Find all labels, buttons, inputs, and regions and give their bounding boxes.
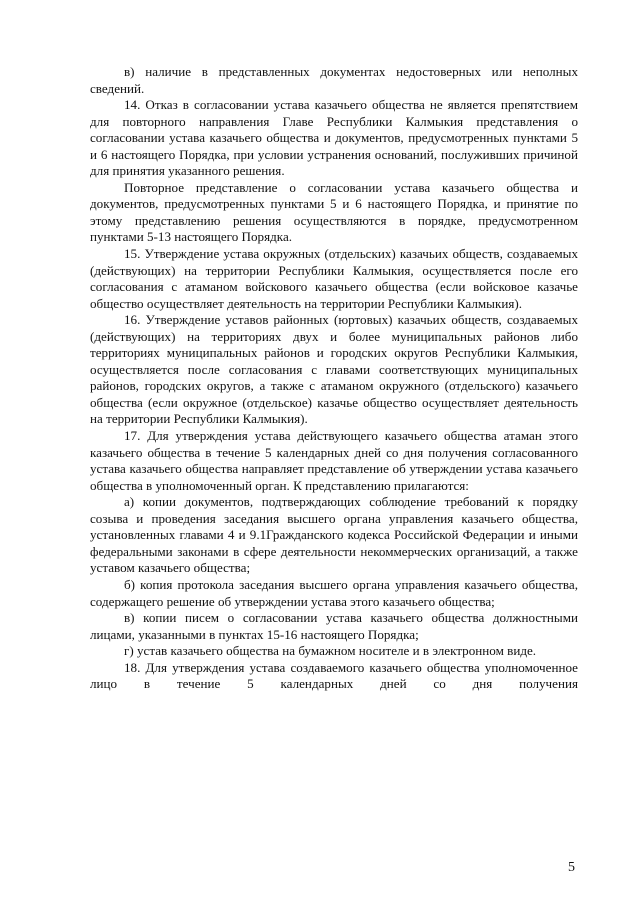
paragraph-18: 18. Для утверждения устава создаваемого казачьего общества уполномоченное лицо в течение 5 календарных дней со дня получения — [90, 659, 578, 692]
paragraph-17v: в) копии писем о согласовании устава казачьего общества должностными лицами, указанными в пунктах 15-16 настоящего Порядка; — [90, 610, 578, 642]
paragraph-17b: б) копия протокола заседания высшего органа управления казачьего общества, содержащего решение об утверждении устава этого казачьего общества; — [90, 576, 578, 609]
paragraph-16: 16. Утверждение уставов районных (юртовых) казачьих обществ, создаваемых (действующих) на территориях двух и более муниципальных районов либо территориях муниципальных районов и городских округов Республики Калмыкия, осуществляется после согласования с главами соответствующих муниципальных районов, городских округов, а также с атаманом окружного (отдельского) казачьего общества (если окружное (отдельское) казачье общество осуществляет деятельность на территории Республики Калмыкия). — [90, 312, 578, 427]
paragraph-14: 14. Отказ в согласовании устава казачьего общества не является препятствием для повторного направления Главе Республики Калмыкия представления о согласовании устава казачьего общества и документов, предусмотренных пунктами 5 и 6 настоящего Порядка, при условии устранения оснований, послуживших причиной для принятия указанного решения. — [90, 97, 578, 179]
paragraph-17a: а) копии документов, подтверждающих соблюдение требований к порядку созыва и проведения заседания высшего органа управления казачьего общества, установленных главами 4 и 9.1Гражданского кодекса Российской Федерации и иными федеральными законами в сфере деятельности некоммерческих организаций, а также уставом казачьего общества; — [90, 494, 578, 576]
page-number: 5 — [568, 860, 575, 875]
paragraph-13v: в) наличие в представленных документах недостоверных или неполных сведений. — [90, 64, 578, 96]
paragraph-14-repeat: Повторное представление о согласовании устава казачьего общества и документов, предусмотренных пунктами 5 и 6 настоящего Порядка, и принятие по этому представлению решения осуществляются в порядке, предусмотренном пунктами 5-13 настоящего Порядка. — [90, 179, 578, 245]
document-body — [90, 64, 578, 693]
paragraph-17g: г) устав казачьего общества на бумажном носителе и в электронном виде. — [124, 643, 537, 659]
paragraph-17: 17. Для утверждения устава действующего казачьего общества атаман этого казачьего общества в течение 5 календарных дней со дня получения согласованного устава казачьего общества направляет представление об утверждении устава казачьего общества в уполномоченный орган. К представлению прилагаются: — [90, 428, 578, 493]
paragraph-15: 15. Утверждение устава окружных (отдельских) казачьих обществ, создаваемых (действующих) на территории Республики Калмыкия, осуществляется после его согласования с атаманом войскового казачьего общества (если войсковое казачье общество осуществляет деятельность на территории Республики Калмыкия). — [90, 246, 578, 311]
